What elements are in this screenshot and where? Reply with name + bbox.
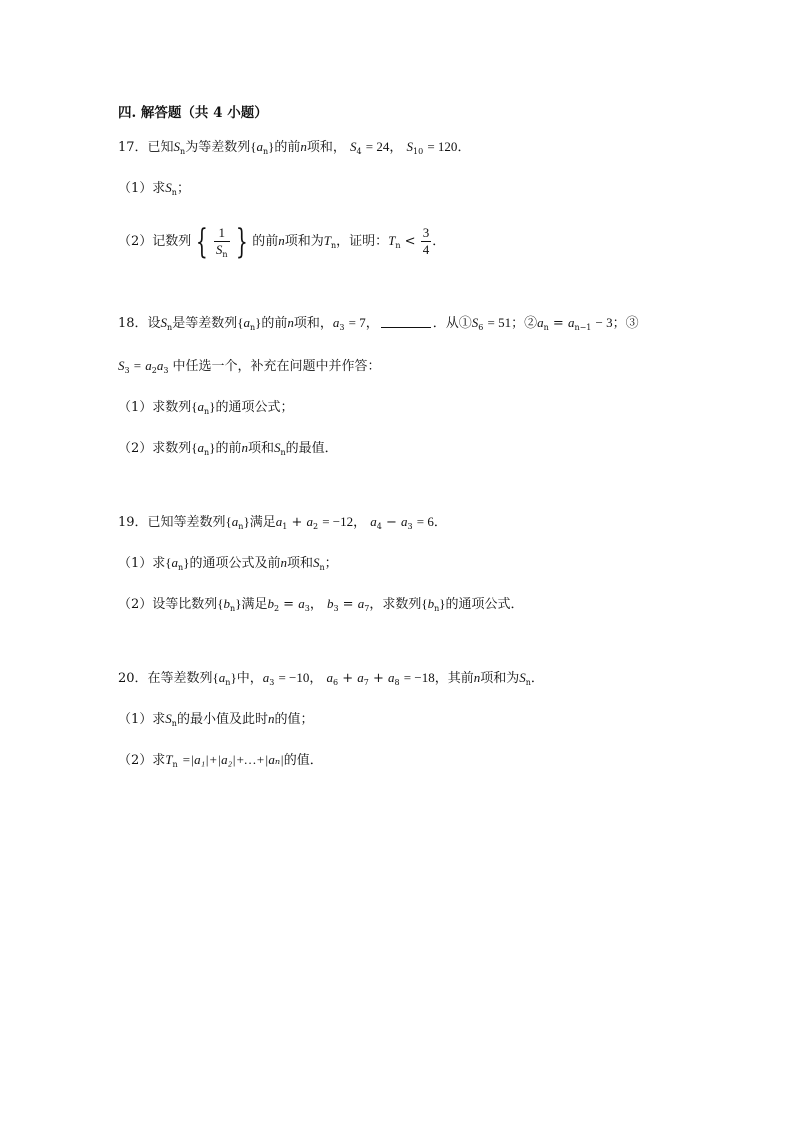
q20-part2: （2）求$T_n$ =|a₁|+|a₂|+…+|aₙ|的值． <box>118 752 323 769</box>
q18-stem-line2: $S_3 = a_2a_3$ 中任选一个，补充在问题中并作答： <box>118 358 381 375</box>
q19-part1: （1）求$\{a_n\}$的通项公式及前n项和$S_n$； <box>118 555 338 572</box>
q18-part1: （1）求数列$\{a_n\}$的通项公式； <box>118 399 294 416</box>
q20-part1: （1）求$S_n$的最小值及此时n的值； <box>118 711 314 728</box>
answer-blank <box>381 315 431 328</box>
q18-part2: （2）求数列$\{a_n\}$的前n项和$S_n$的最值． <box>118 440 338 457</box>
q17-stem: 17．已知$S_n$为等差数列$\{a_n\}$的前n项和， $S_4 = 24$， $S_{10} = 120$． <box>118 139 471 156</box>
q17-part2: （2）记数列 { $\frac{1}{S_n}$ } 的前n项和为$T_n$，证明：$T_n$ < $\frac{3}{4}$ ． <box>118 221 446 262</box>
q19-part2: （2）设等比数列$\{b_n\}$满足$b_2 = a_3$， $b_3 = a_7$，求数列$\{b_n\}$的通项公式． <box>118 596 524 613</box>
q19-stem: 19．已知等差数列$\{a_n\}$满足$a_1 + a_2 = -12$， $a_4 - a_3 = 6$． <box>118 514 447 531</box>
section-title: 四. 解答题（共 4 小题） <box>118 105 268 121</box>
q20-stem: 20．在等差数列$\{a_n\}$中，$a_3 = -10$， $a_6 + a_7 + a_8 = -18$，其前n项和为$S_n$． <box>118 670 544 687</box>
q18-stem: 18．设$S_n$是等差数列$\{a_n\}$的前n项和，$a_3 = 7$， ．从$①S_6 = 51$；$②a_n = a_{n-1} - 3$；③ <box>118 315 639 332</box>
q17-part1: （1）求$S_n$； <box>118 180 190 197</box>
